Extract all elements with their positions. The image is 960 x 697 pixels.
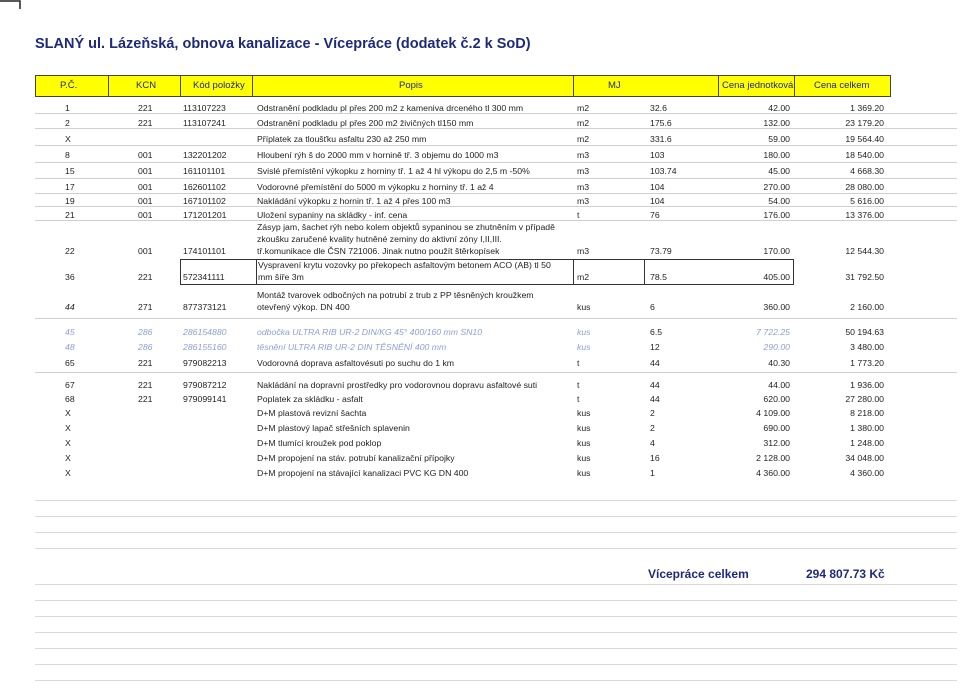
cell-popis: Hloubení rýh š do 2000 mm v hornině tř. 3 objemu do 1000 m3: [257, 150, 499, 160]
cell-pc: 8: [65, 150, 70, 160]
cell-mnozstvi: 6: [650, 302, 655, 312]
cell-cena-jednotkova: 7 722.25: [756, 327, 790, 337]
cell-mnozstvi: 103: [650, 150, 665, 160]
cell-cena-celkem: 1 248.00: [850, 438, 884, 448]
cell-popis: Nakládání výkopku z hornin tř. 1 až 4 přes 100 m3: [257, 196, 451, 206]
cell-cena-celkem: 1 369.20: [850, 103, 884, 113]
cell-popis: Odstranění podkladu pl přes 200 m2 živičných tl150 mm: [257, 118, 474, 128]
cell-cena-celkem: 23 179.20: [845, 118, 884, 128]
header-pc: P.Č.: [60, 80, 78, 91]
cell-cena-celkem: 4 668.30: [850, 166, 884, 176]
cell-kod: 171201201: [183, 210, 227, 220]
cell-cena-celkem: 19 564.40: [845, 134, 884, 144]
cell-cena-jednotkova: 176.00: [763, 210, 790, 220]
cell-cena-celkem: 8 218.00: [850, 408, 884, 418]
cell-kod: 113107223: [183, 103, 226, 113]
cell-pc: 68: [65, 394, 75, 404]
cell-mj: kus: [577, 468, 591, 478]
cell-popis: D+M plastový lapač střešních splavenin: [257, 423, 410, 433]
cell-mj: m2: [577, 134, 590, 144]
cell-popis: Odstranění podkladu pl přes 200 m2 z kameniva drceného tl 300 mm: [257, 103, 524, 113]
header-popis: Popis: [399, 80, 423, 91]
row-divider: [35, 318, 957, 319]
row-divider: [35, 500, 957, 501]
row-divider: [35, 616, 957, 617]
cell-pc: 48: [65, 342, 75, 352]
cell-cena-jednotkova: 44.00: [768, 380, 790, 390]
cell-cena-celkem: 50 194.63: [845, 327, 884, 337]
cell-pc: 67: [65, 380, 75, 390]
cell-popis: odbočka ULTRA RIB UR-2 DIN/KG 45° 400/160 mm SN10: [257, 327, 483, 337]
cell-mnozstvi: 1: [650, 468, 655, 478]
cell-kcn: 221: [138, 118, 153, 128]
cell-mj: t: [577, 380, 580, 390]
cell-cena-jednotkova: 170.00: [763, 246, 790, 256]
cell-pc: X: [65, 468, 71, 478]
header-kod: Kód položky: [193, 80, 245, 91]
cell-mnozstvi: 78.5: [650, 272, 667, 282]
cell-kod: 132201202: [183, 150, 227, 160]
cell-mj: kus: [577, 423, 591, 433]
cell-pc: 22: [65, 246, 75, 256]
cell-pc: 15: [65, 166, 75, 176]
row-divider: [35, 372, 957, 373]
header-divider: [108, 75, 109, 97]
cell-kcn: 286: [138, 342, 153, 352]
cell-cena-celkem: 27 280.00: [845, 394, 884, 404]
cell-mnozstvi: 2: [650, 408, 655, 418]
total-label: Vícepráce celkem: [648, 567, 749, 581]
cell-popis: D+M propojení na stávající kanalizaci PVC KG DN 400: [257, 468, 469, 478]
cell-kcn: 221: [138, 103, 153, 113]
cell-cena-jednotkova: 2 128.00: [756, 453, 790, 463]
cell-cena-jednotkova: 620.00: [763, 394, 790, 404]
cell-mj: m3: [577, 182, 590, 192]
cell-mj: m3: [577, 150, 590, 160]
cell-mnozstvi: 103.74: [650, 166, 677, 176]
cell-cena-jednotkova: 42.00: [768, 103, 790, 113]
header-mj: MJ: [608, 80, 621, 91]
cell-mj: m2: [577, 118, 590, 128]
cell-kcn: 001: [138, 196, 153, 206]
cell-cena-jednotkova: 690.00: [763, 423, 790, 433]
cell-pc: 36: [65, 272, 75, 282]
cell-cena-celkem: 3 480.00: [850, 342, 884, 352]
cell-kod: 572341111: [183, 272, 225, 282]
cell-mj: kus: [577, 342, 591, 352]
cell-kcn: 001: [138, 210, 153, 220]
cell-popis: D+M propojení na stáv. potrubí kanalizační přípojky: [257, 453, 455, 463]
cell-mnozstvi: 4: [650, 438, 655, 448]
row-divider: [35, 680, 957, 681]
cell-popis: Montáž tvarovek odbočných na potrubí z trub z PP těsněných kroužkem: [257, 290, 534, 300]
row-divider: [35, 178, 957, 179]
cell-cena-jednotkova: 270.00: [763, 182, 790, 192]
cell-mnozstvi: 104: [650, 196, 665, 206]
row-divider: [35, 145, 957, 146]
cell-kcn: 001: [138, 150, 153, 160]
cell-mj: kus: [577, 327, 591, 337]
cell-cena-celkem: 1 936.00: [850, 380, 884, 390]
cell-cena-celkem: 28 080.00: [845, 182, 884, 192]
cell-popis: těsnění ULTRA RIB UR-2 DIN TĚSNĚNÍ 400 mm: [257, 342, 447, 352]
cell-cena-jednotkova: 132.00: [763, 118, 790, 128]
cell-mnozstvi: 44: [650, 358, 660, 368]
cell-cena-jednotkova: 312.00: [763, 438, 790, 448]
cell-cena-celkem: 1 773.20: [850, 358, 884, 368]
row-divider: [35, 516, 957, 517]
cell-cena-jednotkova: 59.00: [768, 134, 790, 144]
cell-popis: zkoušku zaručené kvality hutněné zeminy do aktivní zóny I,II,III.: [257, 234, 502, 244]
cell-kod: 877373121: [183, 302, 227, 312]
header-cena-jednotkova: Cena jednotková: [722, 80, 794, 91]
row-divider: [35, 600, 957, 601]
cell-cena-jednotkova: 360.00: [763, 302, 790, 312]
cell-popis: Uložení sypaniny na skládky - inf. cena: [257, 210, 408, 220]
cell-mj: kus: [577, 438, 591, 448]
header-divider: [252, 75, 253, 97]
cell-pc: 45: [65, 327, 75, 337]
cell-popis: tř.komunikace dle ČSN 721006. Jinak nutno použít štěrkopísek: [257, 246, 500, 256]
cell-kcn: 001: [138, 182, 153, 192]
cell-pc: 19: [65, 196, 75, 206]
cell-popis: D+M tlumící kroužek pod poklop: [257, 438, 382, 448]
cell-pc: 21: [65, 210, 75, 220]
cell-kcn: 221: [138, 380, 153, 390]
cell-popis: Vodorovná doprava asfaltovésuti po suchu do 1 km: [257, 358, 455, 368]
cell-kcn: 221: [138, 394, 153, 404]
row-divider: [35, 220, 957, 221]
cell-mnozstvi: 76: [650, 210, 660, 220]
header-divider: [794, 75, 795, 97]
cell-kod: 113107241: [183, 118, 226, 128]
header-divider: [718, 75, 719, 97]
row-divider: [35, 632, 957, 633]
cell-kcn: 286: [138, 327, 153, 337]
cell-mnozstvi: 73.79: [650, 246, 672, 256]
cell-cena-celkem: 34 048.00: [845, 453, 884, 463]
cell-kod: 979082213: [183, 358, 227, 368]
cell-popis: otevřený výkop. DN 400: [257, 302, 350, 312]
cell-popis: Vyspravení krytu vozovky po překopech asfaltovým betonem ACO (AB) tl 50: [258, 260, 551, 270]
row-divider: [35, 162, 957, 163]
cell-cena-jednotkova: 4 109.00: [756, 408, 790, 418]
row-divider: [35, 206, 957, 207]
cell-pc: 17: [65, 182, 75, 192]
cell-mj: m2: [577, 272, 590, 282]
cell-kcn: 001: [138, 246, 153, 256]
cell-popis: Poplatek za skládku - asfalt: [257, 394, 363, 404]
cell-kod: 979099141: [183, 394, 227, 404]
cell-cena-celkem: 18 540.00: [845, 150, 884, 160]
cell-kcn: 001: [138, 166, 153, 176]
cell-mnozstvi: 2: [650, 423, 655, 433]
cell-mj: m3: [577, 196, 590, 206]
cell-popis: Svislé přemístění výkopku z horniny tř. 1 až 4 hl výkopu do 2,5 m -50%: [257, 166, 530, 176]
cell-mj: m3: [577, 246, 590, 256]
cell-mnozstvi: 6.5: [650, 327, 663, 337]
cell-kod: 286154880: [183, 327, 227, 337]
cell-kod: 161101101: [183, 166, 226, 176]
cell-popis: D+M plastová revizní šachta: [257, 408, 367, 418]
cell-mnozstvi: 44: [650, 394, 660, 404]
cell-cena-jednotkova: 180.00: [763, 150, 790, 160]
header-cena-celkem: Cena celkem: [814, 80, 870, 91]
cell-kcn: 271: [138, 302, 153, 312]
cell-mnozstvi: 104: [650, 182, 665, 192]
cell-popis: mm šíře 3m: [258, 272, 304, 282]
cell-mj: kus: [577, 453, 591, 463]
cell-pc: X: [65, 134, 71, 144]
cell-mj: m3: [577, 166, 590, 176]
cell-kod: 174101101: [183, 246, 226, 256]
cell-popis: Příplatek za tloušťku asfaltu 230 až 250 mm: [257, 134, 427, 144]
header-kcn: KCN: [136, 80, 157, 91]
cell-cena-jednotkova: 40.30: [768, 358, 790, 368]
cell-mnozstvi: 44: [650, 380, 660, 390]
row-divider: [35, 128, 957, 129]
cell-pc: 44: [65, 302, 75, 312]
cell-mnozstvi: 175.6: [650, 118, 672, 128]
row-divider: [35, 664, 957, 665]
cell-cena-jednotkova: 54.00: [768, 196, 790, 206]
cell-mnozstvi: 16: [650, 453, 660, 463]
cell-mj: t: [577, 210, 580, 220]
corner-mark: [0, 0, 22, 10]
cell-cena-jednotkova: 4 360.00: [756, 468, 790, 478]
cell-cena-celkem: 5 616.00: [850, 196, 884, 206]
row-divider: [35, 584, 957, 585]
cell-cena-celkem: 31 792.50: [845, 272, 884, 282]
cell-kcn: 221: [138, 358, 153, 368]
cell-kod: 162601102: [183, 182, 226, 192]
cell-mnozstvi: 12: [650, 342, 660, 352]
cell-popis: Nakládání na dopravní prostředky pro vodorovnou dopravu asfaltové suti: [257, 380, 538, 390]
cell-cena-celkem: 4 360.00: [850, 468, 884, 478]
row-divider: [35, 648, 957, 649]
cell-mj: t: [577, 394, 580, 404]
cell-mnozstvi: 32.6: [650, 103, 667, 113]
cell-kod: 979087212: [183, 380, 227, 390]
cell-cena-jednotkova: 45.00: [768, 166, 790, 176]
cell-mj: kus: [577, 408, 591, 418]
row-divider: [35, 548, 957, 549]
cell-kod: 167101102: [183, 196, 226, 206]
cell-cena-jednotkova: 405.00: [763, 272, 790, 282]
row-divider: [35, 532, 957, 533]
cell-pc: X: [65, 423, 71, 433]
row-divider: [35, 193, 957, 194]
cell-pc: 1: [65, 103, 70, 113]
cell-pc: X: [65, 408, 71, 418]
cell-mj: m2: [577, 103, 590, 113]
cell-cena-jednotkova: 290.00: [763, 342, 790, 352]
cell-pc: X: [65, 453, 71, 463]
cell-mj: t: [577, 358, 580, 368]
cell-pc: 2: [65, 118, 70, 128]
total-value: 294 807.73 Kč: [806, 567, 885, 581]
cell-cena-celkem: 12 544.30: [845, 246, 884, 256]
cell-mj: kus: [577, 302, 591, 312]
cell-pc: 65: [65, 358, 75, 368]
cell-pc: X: [65, 438, 71, 448]
cell-popis: Vodorovné přemístění do 5000 m výkopku z horniny tř. 1 až 4: [257, 182, 494, 192]
cell-cena-celkem: 2 160.00: [850, 302, 884, 312]
cell-cena-celkem: 1 380.00: [850, 423, 884, 433]
cell-cena-celkem: 13 376.00: [845, 210, 884, 220]
cell-mnozstvi: 331.6: [650, 134, 672, 144]
row-divider: [35, 113, 957, 114]
page-title: SLANÝ ul. Lázeňská, obnova kanalizace - Vícepráce (dodatek č.2 k SoD): [35, 36, 531, 52]
header-divider: [573, 75, 574, 97]
cell-kod: 286155160: [183, 342, 227, 352]
cell-kcn: 221: [138, 272, 153, 282]
header-divider: [180, 75, 181, 97]
cell-popis: Zásyp jam, šachet rýh nebo kolem objektů sypaninou se zhutněním v případě: [257, 222, 555, 232]
